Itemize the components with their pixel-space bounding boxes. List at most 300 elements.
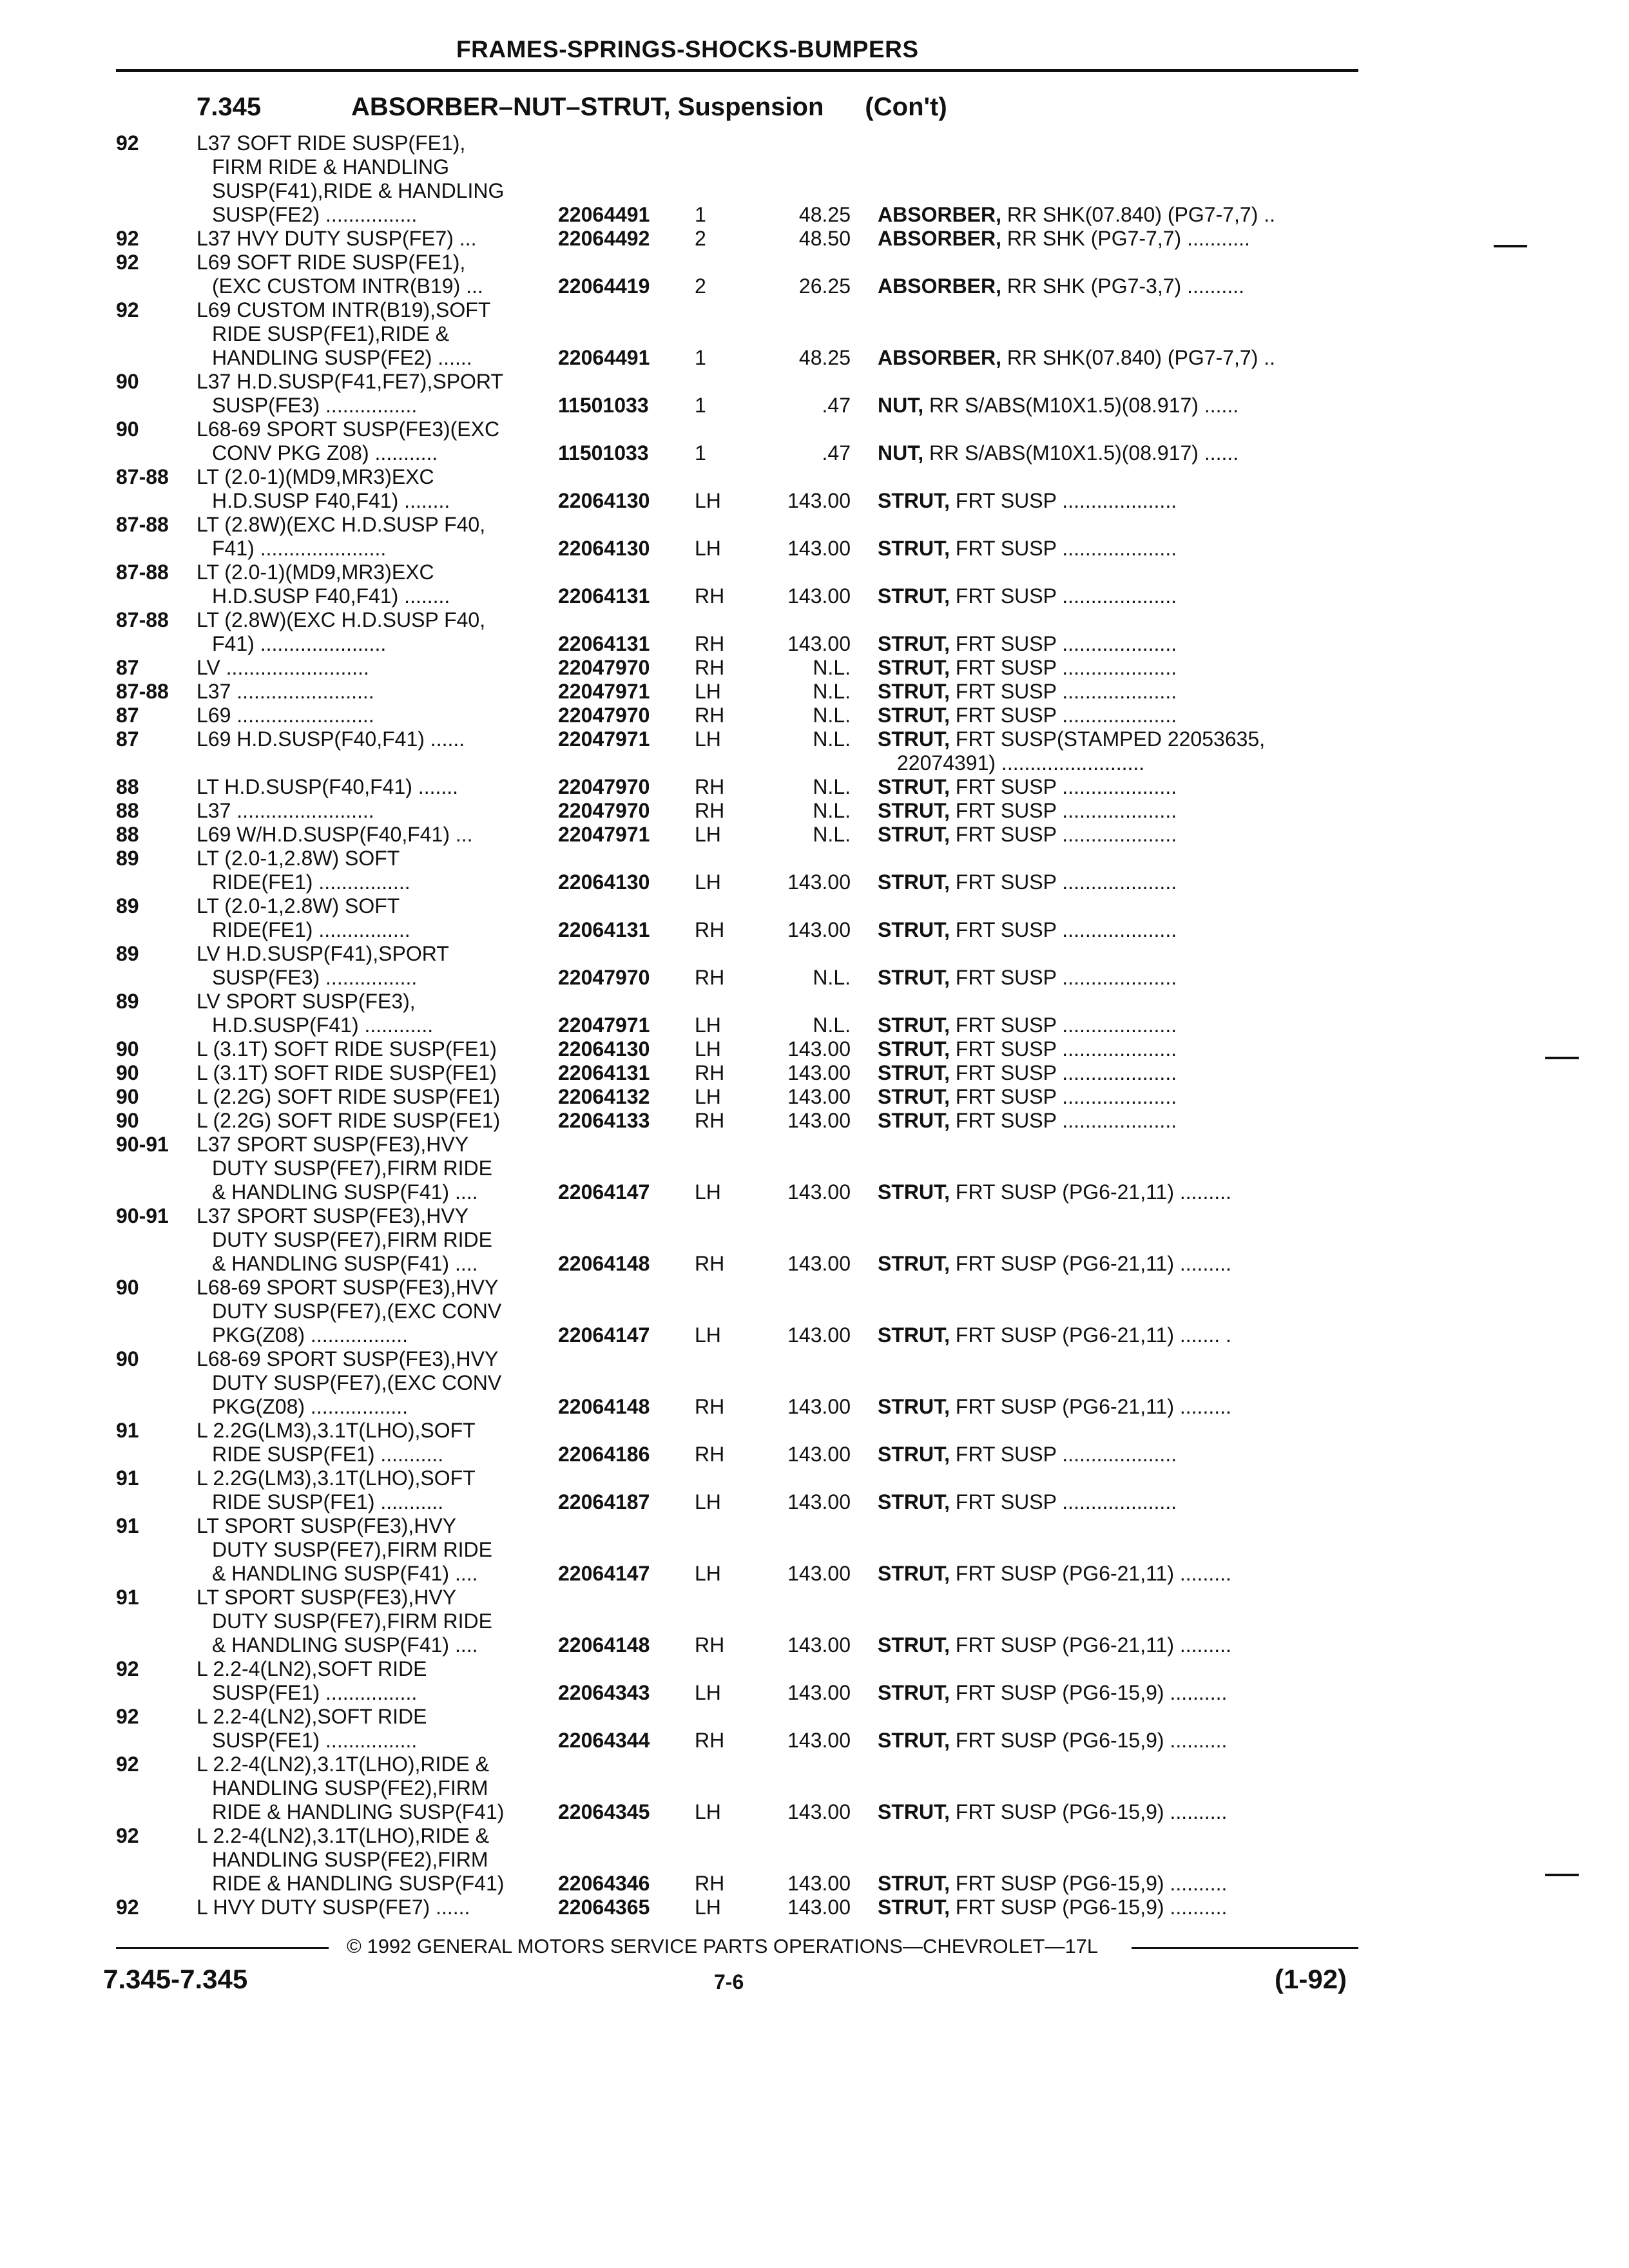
part-number-cell: 22064147: [558, 1323, 650, 1347]
description-keyword: STRUT,: [878, 799, 950, 822]
table-row: [0, 1085, 1629, 1109]
price-cell: N.L.: [813, 680, 851, 703]
section-heading: [197, 93, 947, 122]
description-keyword: STRUT,: [878, 1633, 950, 1657]
description-cell: [878, 489, 1354, 513]
price-cell: 143.00: [787, 1633, 851, 1657]
description-text: FRT SUSP ....................: [950, 584, 1177, 608]
side-cell: LH: [695, 1180, 721, 1204]
table-row: [0, 1729, 1629, 1753]
description-cell: [878, 918, 1354, 942]
description-text: RR S/ABS(M10X1.5)(08.917) ......: [923, 394, 1239, 417]
description-text: FRT SUSP (PG6-15,9) ..........: [950, 1729, 1228, 1752]
table-row: [0, 632, 1629, 656]
model-cell: DUTY SUSP(FE7),FIRM RIDE: [212, 1228, 492, 1251]
model-cell: L68-69 SPORT SUSP(FE3),HVY: [197, 1276, 499, 1299]
year-cell: 92: [116, 1753, 139, 1776]
description-cell: [878, 537, 1354, 561]
part-number-cell: 11501033: [558, 441, 649, 465]
part-number-cell: 22047970: [558, 656, 650, 679]
description-keyword: STRUT,: [878, 704, 950, 727]
table-row: [0, 680, 1629, 704]
price-cell: 143.00: [787, 1061, 851, 1084]
year-cell: 87-88: [116, 513, 169, 536]
table-row: [0, 1610, 1629, 1633]
model-cell: L69 W/H.D.SUSP(F40,F41) ...: [197, 823, 473, 846]
description-text: FRT SUSP ....................: [950, 1490, 1177, 1514]
model-cell: SUSP(FE2) ................: [212, 203, 418, 226]
price-cell: N.L.: [813, 775, 851, 798]
description-keyword: STRUT,: [878, 584, 950, 608]
description-cell: [878, 680, 1354, 704]
description-cell: [878, 203, 1354, 227]
price-cell: 143.00: [787, 1037, 851, 1061]
model-cell: L 2.2G(LM3),3.1T(LHO),SOFT: [197, 1466, 476, 1490]
description-text: FRT SUSP ....................: [950, 1037, 1177, 1061]
model-cell: RIDE & HANDLING SUSP(F41): [212, 1872, 505, 1895]
table-row: [0, 346, 1629, 370]
side-cell: RH: [695, 1443, 725, 1466]
table-row: [0, 1180, 1629, 1204]
table-row: [0, 1252, 1629, 1276]
description-cell: [878, 1085, 1354, 1109]
description-keyword: NUT,: [878, 394, 924, 417]
table-row: [0, 656, 1629, 680]
description-text: FRT SUSP ....................: [950, 537, 1177, 560]
description-cell: [878, 1037, 1354, 1061]
description-text: FRT SUSP ....................: [950, 799, 1177, 822]
description-cell: [878, 1800, 1354, 1824]
year-cell: 90: [116, 418, 139, 441]
model-cell: SUSP(FE3) ................: [212, 394, 418, 417]
price-cell: 48.25: [798, 346, 851, 369]
table-row: [0, 1300, 1629, 1323]
description-keyword: ABSORBER,: [878, 227, 1002, 250]
year-cell: 91: [116, 1586, 139, 1609]
model-cell: HANDLING SUSP(FE2) ......: [212, 346, 472, 369]
side-cell: RH: [695, 799, 725, 822]
side-cell: LH: [695, 489, 721, 512]
table-row: [0, 1228, 1629, 1252]
description-cell: [878, 346, 1354, 370]
footer-rule: [116, 1947, 329, 1949]
part-number-cell: 22064492: [558, 227, 650, 250]
description-cell: [878, 1729, 1354, 1753]
margin-mark: [1545, 1057, 1579, 1059]
table-row: [0, 966, 1629, 990]
price-cell: N.L.: [813, 823, 851, 846]
footer-rule: [1132, 1947, 1358, 1949]
table-row: [0, 227, 1629, 251]
description-cell: [878, 1180, 1354, 1204]
model-cell: F41) ......................: [212, 537, 387, 560]
description-keyword: STRUT,: [878, 870, 950, 894]
model-cell: L HVY DUTY SUSP(FE7) ......: [197, 1896, 470, 1919]
description-text: FRT SUSP (PG6-15,9) ..........: [950, 1800, 1228, 1823]
price-cell: .47: [822, 394, 851, 417]
part-number-cell: 22064131: [558, 918, 650, 941]
model-cell: RIDE SUSP(FE1) ...........: [212, 1490, 444, 1514]
table-row: [0, 1490, 1629, 1514]
price-cell: 143.00: [787, 1252, 851, 1275]
table-row: [0, 561, 1629, 584]
year-cell: 92: [116, 1705, 139, 1728]
description-cell: [878, 1323, 1354, 1347]
description-text: FRT SUSP ....................: [950, 966, 1177, 989]
part-number-cell: 22064147: [558, 1562, 650, 1585]
description-keyword: STRUT,: [878, 1490, 950, 1514]
side-cell: RH: [695, 632, 725, 655]
description-keyword: STRUT,: [878, 1681, 950, 1704]
description-text: RR SHK(07.840) (PG7-7,7) ..: [1001, 346, 1276, 369]
description-text: FRT SUSP ....................: [950, 704, 1177, 727]
table-row: [0, 847, 1629, 870]
year-cell: 90: [116, 1061, 139, 1084]
part-number-cell: 22064132: [558, 1085, 650, 1108]
year-cell: 89: [116, 990, 139, 1013]
table-row: [0, 418, 1629, 441]
description-text: FRT SUSP ....................: [950, 632, 1177, 655]
description-keyword: STRUT,: [878, 1180, 950, 1204]
year-cell: 92: [116, 227, 139, 250]
model-cell: & HANDLING SUSP(F41) ....: [212, 1252, 478, 1275]
year-cell: 92: [116, 1657, 139, 1680]
price-cell: 143.00: [787, 1562, 851, 1585]
description-text: FRT SUSP (PG6-21,11) .........: [950, 1562, 1231, 1585]
description-cell: [878, 799, 1354, 823]
model-cell: L (3.1T) SOFT RIDE SUSP(FE1): [197, 1061, 497, 1084]
model-cell: DUTY SUSP(FE7),FIRM RIDE: [212, 1610, 492, 1633]
description-cell: [878, 632, 1354, 656]
description-text: FRT SUSP ....................: [950, 1085, 1177, 1108]
part-number-cell: 22064130: [558, 870, 650, 894]
side-cell: 2: [695, 227, 706, 250]
description-cell: [878, 441, 1354, 465]
table-row: [0, 1586, 1629, 1610]
table-row: [0, 727, 1629, 751]
price-cell: N.L.: [813, 799, 851, 822]
model-cell: SUSP(FE1) ................: [212, 1729, 418, 1752]
table-row: [0, 489, 1629, 513]
year-cell: 91: [116, 1466, 139, 1490]
part-number-cell: 22047971: [558, 680, 650, 703]
side-cell: LH: [695, 680, 721, 703]
description-keyword: STRUT,: [878, 1085, 950, 1108]
description-cell: [878, 274, 1354, 298]
side-cell: LH: [695, 870, 721, 894]
part-number-cell: 22064131: [558, 632, 650, 655]
description-cell: [878, 1633, 1354, 1657]
side-cell: RH: [695, 1109, 725, 1132]
year-cell: 92: [116, 131, 139, 155]
table-row: [0, 1705, 1629, 1729]
year-cell: 92: [116, 251, 139, 274]
model-cell: RIDE & HANDLING SUSP(F41): [212, 1800, 505, 1823]
description-keyword: STRUT,: [878, 1729, 950, 1752]
description-text: FRT SUSP ....................: [950, 870, 1177, 894]
description-text: RR SHK (PG7-7,7) ...........: [1001, 227, 1250, 250]
year-cell: 90: [116, 1085, 139, 1108]
table-row: [0, 203, 1629, 227]
model-cell: H.D.SUSP F40,F41) ........: [212, 584, 450, 608]
side-cell: LH: [695, 1896, 721, 1919]
side-cell: LH: [695, 1490, 721, 1514]
model-cell: LT (2.8W)(EXC H.D.SUSP F40,: [197, 608, 486, 631]
year-cell: 92: [116, 298, 139, 322]
side-cell: RH: [695, 1252, 725, 1275]
side-cell: LH: [695, 1800, 721, 1823]
price-cell: N.L.: [813, 704, 851, 727]
model-cell: & HANDLING SUSP(F41) ....: [212, 1562, 478, 1585]
part-number-cell: 22047970: [558, 799, 650, 822]
parts-list: [0, 131, 1629, 1919]
description-cell: [878, 823, 1354, 847]
model-cell: SUSP(FE3) ................: [212, 966, 418, 989]
description-cell: [878, 870, 1354, 894]
model-cell: L (2.2G) SOFT RIDE SUSP(FE1): [197, 1109, 501, 1132]
description-text: FRT SUSP (PG6-21,11) ....... .: [950, 1323, 1231, 1347]
description-keyword: STRUT,: [878, 918, 950, 941]
description-cell: [878, 656, 1354, 680]
table-row: [0, 1538, 1629, 1562]
price-cell: 143.00: [787, 1872, 851, 1895]
side-cell: RH: [695, 1633, 725, 1657]
model-cell: & HANDLING SUSP(F41) ....: [212, 1180, 478, 1204]
price-cell: 143.00: [787, 1896, 851, 1919]
part-number-cell: 22064131: [558, 1061, 650, 1084]
part-number-cell: 22064148: [558, 1395, 650, 1418]
table-row: [0, 1204, 1629, 1228]
side-cell: LH: [695, 727, 721, 751]
description-cell: [878, 704, 1354, 727]
description-keyword: ABSORBER,: [878, 203, 1002, 226]
table-row: [0, 1443, 1629, 1466]
model-cell: LT SPORT SUSP(FE3),HVY: [197, 1514, 457, 1537]
table-row: [0, 1395, 1629, 1419]
table-row: [0, 1037, 1629, 1061]
table-row: [0, 1371, 1629, 1395]
description-cell: [878, 727, 1354, 751]
part-number-cell: 22064345: [558, 1800, 650, 1823]
footer-section-range: 7.345-7.345: [103, 1964, 248, 1994]
part-number-cell: 22064186: [558, 1443, 650, 1466]
model-cell: CONV PKG Z08) ...........: [212, 441, 438, 465]
page-header-title: FRAMES-SPRINGS-SHOCKS-BUMPERS: [456, 36, 919, 62]
table-row: [0, 704, 1629, 727]
model-cell: RIDE SUSP(FE1) ...........: [212, 1443, 444, 1466]
table-row: [0, 370, 1629, 394]
table-row: [0, 942, 1629, 966]
year-cell: 91: [116, 1514, 139, 1537]
price-cell: 143.00: [787, 1800, 851, 1823]
description-keyword: STRUT,: [878, 632, 950, 655]
part-number-cell: 22047971: [558, 823, 650, 846]
description-cell: [878, 966, 1354, 990]
description-text: FRT SUSP ....................: [950, 656, 1177, 679]
description-text: FRT SUSP ....................: [950, 823, 1177, 846]
part-number-cell: 22064187: [558, 1490, 650, 1514]
year-cell: 87: [116, 704, 139, 727]
description-keyword: STRUT,: [878, 1109, 950, 1132]
description-text: FRT SUSP ....................: [950, 489, 1177, 512]
description-keyword: STRUT,: [878, 1800, 950, 1823]
price-cell: 48.25: [798, 203, 851, 226]
side-cell: LH: [695, 1681, 721, 1704]
model-cell: FIRM RIDE & HANDLING: [212, 155, 450, 178]
table-row: [0, 1872, 1629, 1896]
model-cell: LV SPORT SUSP(FE3),: [197, 990, 416, 1013]
description-text: FRT SUSP ....................: [950, 1061, 1177, 1084]
table-row: [0, 584, 1629, 608]
price-cell: 143.00: [787, 918, 851, 941]
table-row: [0, 1514, 1629, 1538]
description-cell: [878, 1681, 1354, 1705]
table-row: [0, 1800, 1629, 1824]
side-cell: RH: [695, 775, 725, 798]
description-text: FRT SUSP ....................: [950, 680, 1177, 703]
side-cell: 2: [695, 274, 706, 298]
description-keyword: STRUT,: [878, 966, 950, 989]
part-number-cell: 22064148: [558, 1252, 650, 1275]
description-cell: [878, 775, 1354, 799]
table-row: [0, 1633, 1629, 1657]
part-number-cell: 22064419: [558, 274, 650, 298]
side-cell: LH: [695, 537, 721, 560]
price-cell: 143.00: [787, 1443, 851, 1466]
part-number-cell: 22064133: [558, 1109, 650, 1132]
model-cell: L37 SOFT RIDE SUSP(FE1),: [197, 131, 466, 155]
model-cell: LT (2.0-1,2.8W) SOFT: [197, 847, 400, 870]
year-cell: 90: [116, 1109, 139, 1132]
table-row: [0, 1323, 1629, 1347]
table-row: [0, 1347, 1629, 1371]
footer-date-code: (1-92): [1275, 1964, 1347, 1994]
description-keyword: STRUT,: [878, 680, 950, 703]
model-cell: F41) ......................: [212, 632, 387, 655]
model-cell: L37 ........................: [197, 799, 374, 822]
model-cell: L (3.1T) SOFT RIDE SUSP(FE1): [197, 1037, 497, 1061]
model-cell: & HANDLING SUSP(F41) ....: [212, 1633, 478, 1657]
section-continued: (Con't): [865, 93, 947, 121]
model-cell: LT (2.8W)(EXC H.D.SUSP F40,: [197, 513, 486, 536]
model-cell: L37 ........................: [197, 680, 374, 703]
side-cell: RH: [695, 966, 725, 989]
description-keyword: STRUT,: [878, 1323, 950, 1347]
price-cell: 143.00: [787, 489, 851, 512]
part-number-cell: 22064148: [558, 1633, 650, 1657]
description-text: FRT SUSP (PG6-21,11) .........: [950, 1395, 1231, 1418]
description-keyword: STRUT,: [878, 1395, 950, 1418]
description-keyword: STRUT,: [878, 1252, 950, 1275]
year-cell: 91: [116, 1419, 139, 1442]
table-row: [0, 608, 1629, 632]
description-keyword: STRUT,: [878, 1562, 950, 1585]
model-cell: LV H.D.SUSP(F41),SPORT: [197, 942, 449, 965]
part-number-cell: 22064344: [558, 1729, 650, 1752]
side-cell: LH: [695, 823, 721, 846]
model-cell: L 2.2G(LM3),3.1T(LHO),SOFT: [197, 1419, 476, 1442]
part-number-cell: 22064491: [558, 203, 650, 226]
description-keyword: STRUT,: [878, 1443, 950, 1466]
price-cell: N.L.: [813, 966, 851, 989]
description-text: RR SHK(07.840) (PG7-7,7) ..: [1001, 203, 1276, 226]
table-row: [0, 394, 1629, 418]
part-number-cell: 22064131: [558, 584, 650, 608]
model-cell: PKG(Z08) .................: [212, 1395, 409, 1418]
price-cell: 143.00: [787, 537, 851, 560]
model-cell: DUTY SUSP(FE7),FIRM RIDE: [212, 1157, 492, 1180]
side-cell: LH: [695, 1085, 721, 1108]
part-number-cell: 22064491: [558, 346, 650, 369]
side-cell: LH: [695, 1323, 721, 1347]
description-text: FRT SUSP ....................: [950, 1443, 1177, 1466]
price-cell: 143.00: [787, 1180, 851, 1204]
price-cell: 143.00: [787, 1729, 851, 1752]
price-cell: N.L.: [813, 656, 851, 679]
price-cell: 143.00: [787, 870, 851, 894]
description-keyword: STRUT,: [878, 1896, 950, 1919]
table-row: [0, 1657, 1629, 1681]
description-cell: [878, 1443, 1354, 1466]
price-cell: 143.00: [787, 1085, 851, 1108]
price-cell: 143.00: [787, 1323, 851, 1347]
year-cell: 87: [116, 656, 139, 679]
table-row: [0, 1753, 1629, 1776]
model-cell: LT H.D.SUSP(F40,F41) .......: [197, 775, 459, 798]
side-cell: LH: [695, 1014, 721, 1037]
table-row: [0, 1133, 1629, 1157]
part-number-cell: 22064130: [558, 1037, 650, 1061]
year-cell: 88: [116, 799, 139, 822]
table-row: [0, 894, 1629, 918]
model-cell: DUTY SUSP(FE7),FIRM RIDE: [212, 1538, 492, 1561]
description-text: FRT SUSP (PG6-15,9) ..........: [950, 1896, 1228, 1919]
description-cell: [878, 1490, 1354, 1514]
description-text: FRT SUSP(STAMPED 22053635,: [950, 727, 1266, 751]
table-row: [0, 513, 1629, 537]
description-text: FRT SUSP (PG6-21,11) .........: [950, 1252, 1231, 1275]
price-cell: N.L.: [813, 1014, 851, 1037]
side-cell: 1: [695, 203, 706, 226]
footer-page-number: 7-6: [714, 1970, 744, 1994]
model-cell: L68-69 SPORT SUSP(FE3),HVY: [197, 1347, 499, 1370]
table-row: [0, 298, 1629, 322]
price-cell: 48.50: [798, 227, 851, 250]
description-keyword: STRUT,: [878, 1061, 950, 1084]
part-number-cell: 22047971: [558, 1014, 650, 1037]
table-row: [0, 1848, 1629, 1872]
year-cell: 89: [116, 847, 139, 870]
model-cell: L 2.2-4(LN2),3.1T(LHO),RIDE &: [197, 1753, 490, 1776]
side-cell: RH: [695, 918, 725, 941]
year-cell: 87-88: [116, 465, 169, 488]
table-row: [0, 131, 1629, 155]
table-row: [0, 1061, 1629, 1085]
price-cell: 143.00: [787, 1109, 851, 1132]
section-number: 7.345: [197, 93, 262, 121]
table-row: [0, 1824, 1629, 1848]
year-cell: 90-91: [116, 1204, 169, 1227]
side-cell: RH: [695, 584, 725, 608]
model-cell: L 2.2-4(LN2),SOFT RIDE: [197, 1705, 427, 1728]
table-row: [0, 1776, 1629, 1800]
model-cell: L37 SPORT SUSP(FE3),HVY: [197, 1204, 469, 1227]
year-cell: 90: [116, 1276, 139, 1299]
model-cell: L (2.2G) SOFT RIDE SUSP(FE1): [197, 1085, 501, 1108]
year-cell: 89: [116, 894, 139, 918]
description-text: FRT SUSP (PG6-15,9) ..........: [950, 1872, 1228, 1895]
model-cell: LT (2.0-1)(MD9,MR3)EXC: [197, 561, 434, 584]
